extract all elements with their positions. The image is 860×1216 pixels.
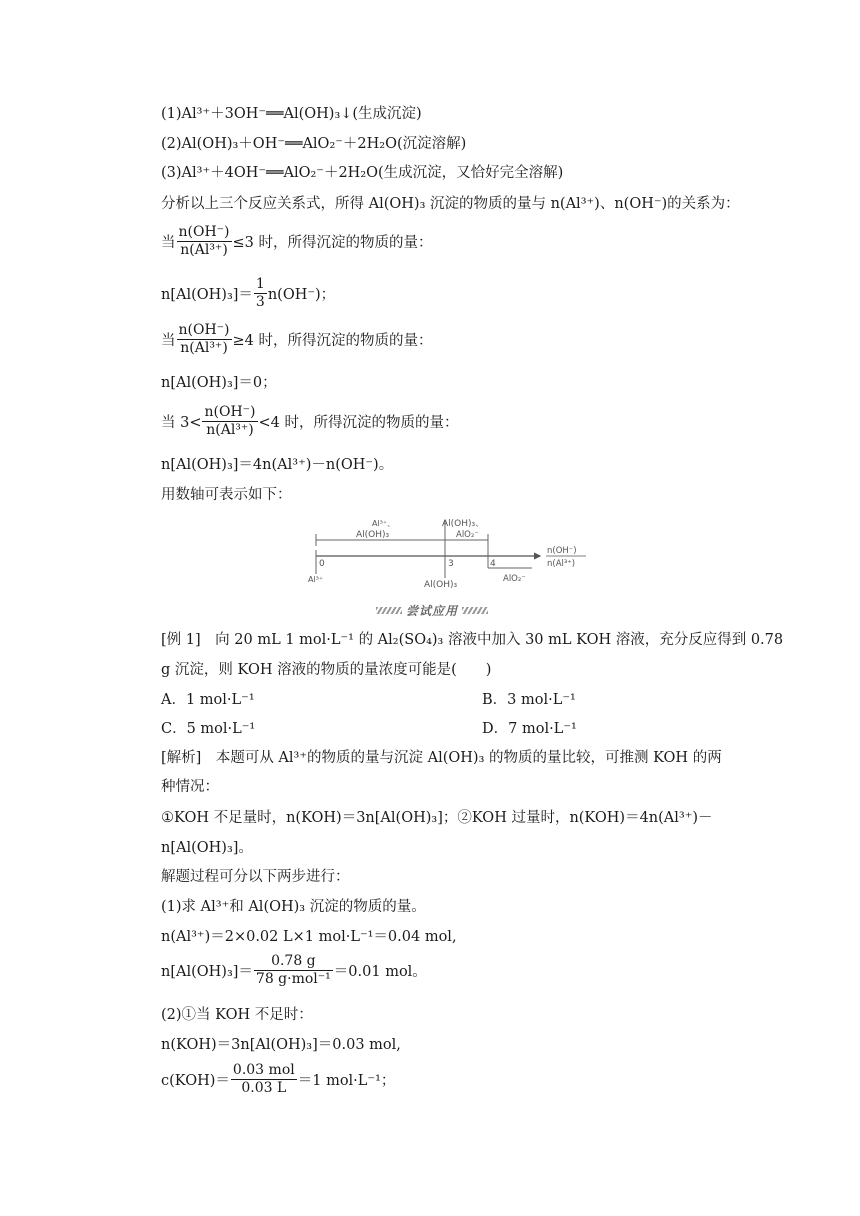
analysis-line-2: 种情况： — [161, 779, 219, 795]
one-third-fraction: $\frac{1}{3}$ — [255, 276, 265, 310]
axis-ratio-num: n(OH⁻) — [547, 546, 577, 556]
step-1: (1)求 Al³⁺和 Al(OH)₃ 沉淀的物质的量。 — [161, 899, 426, 915]
seg1-top-label: Al³⁺、 — [372, 519, 396, 528]
cases-line-2: n[Al(OH)₃]。 — [161, 840, 253, 856]
case-2-result: n[Al(OH)₃]＝0； — [161, 375, 277, 391]
option-a: A．1 mol·L⁻¹ — [161, 692, 255, 708]
steps-intro: 解题过程可分以下两步进行： — [161, 869, 350, 885]
mass-over-molar-fraction: $\frac{0.78 g}{\text{78 g·mol⁻¹}}$ — [255, 953, 331, 987]
step-2-calc-2: c(KOH)＝ $\frac{\text{0.03 mol}}{0.03 L}$ ＝1 mol·L⁻¹； — [161, 1062, 396, 1096]
analysis-sentence: 分析以上三个反应关系式，所得 Al(OH)₃ 沉淀的物质的量与 n(Al³⁺)、n(OH⁻)的关系为： — [161, 196, 740, 212]
seg1-bottom-label: Al(OH)₃ — [356, 530, 390, 540]
tick-0-label: 0 — [319, 559, 325, 569]
option-b: B．3 mol·L⁻¹ — [482, 692, 576, 708]
step-2: (2)①当 KOH 不足时： — [161, 1007, 313, 1023]
equation-3: (3)Al³⁺＋4OH⁻══AlO₂⁻＋2H₂O(生成沉淀，又恰好完全溶解) — [161, 165, 564, 181]
banner-stripes-left — [376, 607, 402, 614]
cases-line-1: ①KOH 不足量时，n(KOH)＝3n[Al(OH)₃]；②KOH 过量时，n(KOH)＝4n(Al³⁺)－ — [161, 810, 713, 826]
step-2-calc-1: n(KOH)＝3n[Al(OH)₃]＝0.03 mol, — [161, 1037, 401, 1053]
example-line-2: g 沉淀，则 KOH 溶液的物质的量浓度可能是( ) — [161, 662, 492, 678]
number-axis-diagram — [300, 512, 600, 596]
example-line-1: [例 1] 向 20 mL 1 mol·L⁻¹ 的 Al₂(SO₄)₃ 溶液中加入 30 mL KOH 溶液，充分反应得到 0.78 — [161, 632, 784, 648]
below-0-label: Al³⁺ — [308, 575, 324, 584]
case-3-result: n[Al(OH)₃]＝4n(Al³⁺)－n(OH⁻)。 — [161, 457, 394, 473]
equation-1: (1)Al³⁺＋3OH⁻══Al(OH)₃↓(生成沉淀) — [161, 106, 422, 122]
case-3-condition: 当 3< $\frac{n(OH^-)}{\text{n(Al³⁺)}}$ <4 时，所得沉淀的物质的量： — [161, 404, 459, 438]
tick-4-label: 4 — [490, 559, 496, 569]
case-1-result: n[Al(OH)₃]＝ $\frac{1}{3}$ n(OH⁻)； — [161, 276, 336, 310]
option-d: D．7 mol·L⁻¹ — [482, 721, 577, 737]
seg2-bottom-label: AlO₂⁻ — [456, 530, 479, 540]
section-banner — [372, 601, 492, 619]
below-3-label: Al(OH)₃ — [424, 580, 458, 590]
banner-stripes-right — [462, 607, 488, 614]
case-2-condition: 当 $\frac{n(OH^-)}{\text{n(Al³⁺)}}$ ≥4 时，所得沉淀的物质的量： — [161, 322, 433, 356]
seg2-top-label: Al(OH)₃、 — [442, 519, 485, 529]
banner-text: 尝试应用 — [405, 603, 458, 618]
mol-over-volume-fraction: $\frac{\text{0.03 mol}}{0.03 L}$ — [232, 1062, 295, 1096]
ratio-fraction: $\frac{n(OH^-)}{\text{n(Al³⁺)}}$ — [204, 404, 256, 438]
step-1-calc-1: n(Al³⁺)＝2×0.02 L×1 mol·L⁻¹＝0.04 mol, — [161, 929, 457, 945]
axis-ratio-den: n(Al³⁺) — [547, 559, 576, 569]
analysis-line-1: [解析] 本题可从 Al³⁺的物质的量与沉淀 Al(OH)₃ 的物质的量比较，可推测 KOH 的两 — [161, 750, 722, 766]
case-1-condition: 当 $\frac{n(OH^-)}{\text{n(Al³⁺)}}$ ≤3 时，所得沉淀的物质的量： — [161, 224, 433, 258]
below-4-label: AlO₂⁻ — [503, 574, 526, 584]
axis-intro: 用数轴可表示如下： — [161, 487, 292, 503]
equation-2: (2)Al(OH)₃＋OH⁻══AlO₂⁻＋2H₂O(沉淀溶解) — [161, 136, 467, 152]
ratio-fraction: $\frac{n(OH^-)}{\text{n(Al³⁺)}}$ — [178, 224, 230, 258]
tick-3-label: 3 — [448, 559, 454, 569]
ratio-fraction: $\frac{n(OH^-)}{\text{n(Al³⁺)}}$ — [178, 322, 230, 356]
option-c: C．5 mol·L⁻¹ — [161, 721, 256, 737]
step-1-calc-2: n[Al(OH)₃]＝ $\frac{0.78 g}{\text{78 g·mol⁻¹}}$ ＝0.01 mol。 — [161, 953, 427, 987]
